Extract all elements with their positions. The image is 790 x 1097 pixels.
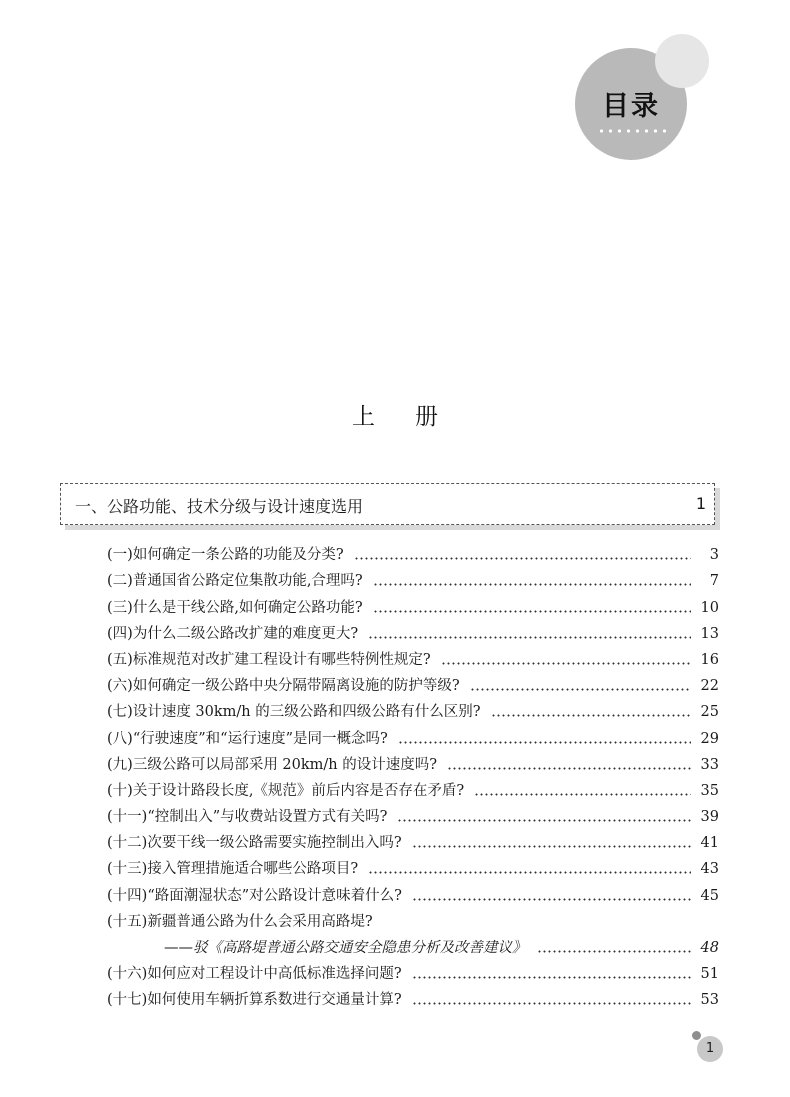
entry-title: 接入管理措施适合哪些公路项目? [147, 861, 359, 878]
entry-number: (九) [107, 756, 133, 773]
section-page: 1 [695, 494, 706, 513]
entry-page: 25 [700, 704, 719, 721]
entry-number: (四) [107, 625, 133, 642]
dot-leader [373, 583, 691, 586]
dot-leader [412, 1002, 691, 1005]
entry-title: 次要干线一级公路需要实施控制出入吗? [147, 835, 402, 852]
entry-page: 43 [700, 861, 719, 878]
toc-entry[interactable] [107, 673, 719, 699]
toc-entry[interactable] [107, 961, 719, 987]
entry-page: 10 [700, 599, 719, 616]
dot-leader [368, 636, 691, 639]
entry-page: 48 [700, 940, 719, 956]
dot-leader [447, 767, 691, 770]
section-heading[interactable] [60, 483, 715, 525]
entry-number: (十一) [107, 809, 148, 826]
entry-title: ——驳《高路堤普通公路交通安全隐患分析及改善建议》 [164, 940, 527, 956]
toc-entry[interactable] [107, 542, 719, 568]
section-title: 一、公路功能、技术分级与设计速度选用 [75, 497, 364, 516]
entry-page: 41 [700, 835, 719, 852]
entry-page: 45 [700, 887, 719, 904]
entry-page: 22 [700, 678, 719, 695]
entry-title: 关于设计路段长度,《规范》前后内容是否存在矛盾? [132, 782, 465, 799]
page-title: 目录 [602, 91, 660, 122]
entry-title: 如何使用车辆折算系数进行交通量计算? [147, 992, 402, 1009]
entry-title: 如何应对工程设计中高低标准选择问题? [147, 966, 402, 983]
dot-leader [368, 871, 691, 874]
dot-leader [412, 845, 691, 848]
entry-title: “路面潮湿状态”对公路设计意味着什么? [147, 887, 402, 904]
badge-accent-circle [655, 34, 709, 88]
entry-number: (六) [107, 678, 133, 695]
entry-number: (五) [107, 651, 133, 668]
toc-badge [575, 34, 710, 164]
toc-entry[interactable] [107, 830, 719, 856]
toc-entry-subtitle[interactable] [107, 935, 719, 961]
entry-page: 53 [700, 992, 719, 1009]
entry-title: 普通国省公路定位集散功能,合理吗? [132, 573, 363, 590]
entry-number: (一) [107, 547, 133, 564]
toc-entry[interactable] [107, 778, 719, 804]
dot-leader [491, 714, 691, 717]
entry-title: 如何确定一级公路中央分隔带隔离设施的防护等级? [132, 678, 460, 695]
entry-number: (十三) [107, 861, 148, 878]
entry-number: (七) [107, 704, 133, 721]
page-number-dot [692, 1031, 701, 1040]
entry-number: (十四) [107, 887, 148, 904]
toc-entry[interactable] [107, 699, 719, 725]
entry-page: 3 [709, 547, 719, 564]
entry-number: (八) [107, 730, 133, 747]
toc-entry[interactable] [107, 621, 719, 647]
dot-leader [397, 819, 691, 822]
entry-title: “控制出入”与收费站设置方式有关吗? [147, 809, 388, 826]
toc-entry[interactable] [107, 725, 719, 751]
dot-leader [412, 898, 691, 901]
toc-entry[interactable] [107, 882, 719, 908]
toc-entry[interactable] [107, 568, 719, 594]
entry-page: 16 [700, 651, 719, 668]
badge-dots [597, 129, 667, 133]
entry-page: 7 [709, 573, 719, 590]
entry-title: “行驶速度”和“运行速度”是同一概念吗? [132, 730, 388, 747]
entry-title: 如何确定一条公路的功能及分类? [132, 547, 344, 564]
entry-number: (十二) [107, 835, 148, 852]
entry-title: 标准规范对改扩建工程设计有哪些特例性规定? [132, 651, 431, 668]
dot-leader [373, 610, 691, 613]
page-number: 1 [697, 1036, 723, 1062]
entry-number: (十六) [107, 966, 148, 983]
toc-entry[interactable] [107, 909, 719, 935]
toc-entry[interactable] [107, 594, 719, 620]
entry-number: (十七) [107, 992, 148, 1009]
toc-entry[interactable] [107, 752, 719, 778]
toc-entry[interactable] [107, 987, 719, 1013]
toc-entry[interactable] [107, 647, 719, 673]
entry-title: 三级公路可以局部采用 20km/h 的设计速度吗? [132, 756, 438, 773]
entry-title: 设计速度 30km/h 的三级公路和四级公路有什么区别? [132, 704, 481, 721]
dot-leader [470, 688, 691, 691]
entry-title: 为什么二级公路改扩建的难度更大? [132, 625, 359, 642]
dot-leader [354, 557, 691, 560]
entry-title: 新疆普通公路为什么会采用高路堤? [147, 913, 373, 930]
entry-page: 13 [700, 625, 719, 642]
volume-heading: 上册 [352, 404, 478, 430]
entry-number: (三) [107, 599, 133, 616]
entry-number: (二) [107, 573, 133, 590]
toc-list [107, 542, 719, 1013]
toc-entry[interactable] [107, 856, 719, 882]
toc-entry[interactable] [107, 804, 719, 830]
entry-page: 35 [700, 782, 719, 799]
entry-page: 33 [700, 756, 719, 773]
entry-page: 39 [700, 809, 719, 826]
entry-number: (十) [107, 782, 133, 799]
entry-page: 51 [700, 966, 719, 983]
dot-leader [412, 976, 691, 979]
entry-page: 29 [700, 730, 719, 747]
dot-leader [398, 741, 691, 744]
dot-leader [474, 793, 691, 796]
entry-number: (十五) [107, 913, 148, 930]
dot-leader [441, 662, 691, 665]
dot-leader [537, 950, 692, 953]
entry-title: 什么是干线公路,如何确定公路功能? [132, 599, 363, 616]
